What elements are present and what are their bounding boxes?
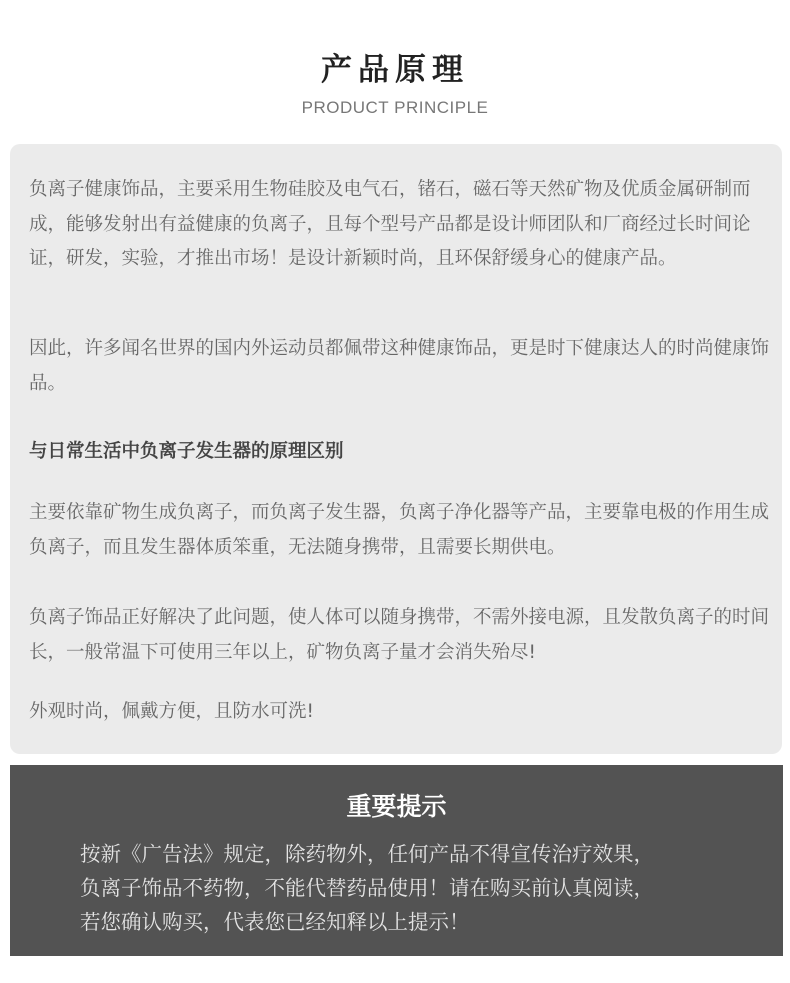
intro-paragraph: 负离子健康饰品，主要采用生物硅胶及电气石，锗石，磁石等天然矿物及优质金属研制而成，能够发射出有益健康的负离子，且每个型号产品都是设计师团队和厂商经过长时间论证，研发，实验，才推出市场！是设计新颖时尚，且环保舒缓身心的健康产品。: [29, 179, 751, 269]
notice-line: 若您确认购买，代表您已经知释以上提示！: [80, 910, 470, 934]
page-header: [0, 0, 790, 140]
athletes-paragraph: 因此，许多闻名世界的国内外运动员都佩带这种健康饰品，更是时下健康达人的时尚健康饰品。: [29, 338, 770, 394]
page-subtitle: PRODUCT PRINCIPLE: [301, 98, 489, 117]
important-notice: [10, 765, 783, 956]
difference-paragraph: 主要依靠矿物生成负离子，而负离子发生器，负离子净化器等产品，主要靠电极的作用生成负离子，而且发生器体质笨重，无法随身携带，且需要长期供电。: [29, 502, 770, 558]
features-paragraph: 外观时尚，佩戴方便，且防水可洗!: [29, 701, 314, 722]
solution-paragraph: 负离子饰品正好解决了此问题，使人体可以随身携带，不需外接电源，且发散负离子的时间长，一般常温下可使用三年以上，矿物负离子量才会消失殆尽!: [29, 607, 770, 663]
notice-body: [80, 837, 740, 939]
notice-title: 重要提示: [346, 792, 447, 821]
difference-heading: 与日常生活中负离子发生器的原理区别: [29, 441, 344, 462]
page-title: 产品原理: [321, 52, 469, 88]
notice-line: 按新《广告法》规定，除药物外，任何产品不得宣传治疗效果，: [80, 842, 654, 866]
principle-card: [10, 144, 782, 754]
notice-line: 负离子饰品不药物，不能代替药品使用！请在购买前认真阅读，: [80, 876, 654, 900]
